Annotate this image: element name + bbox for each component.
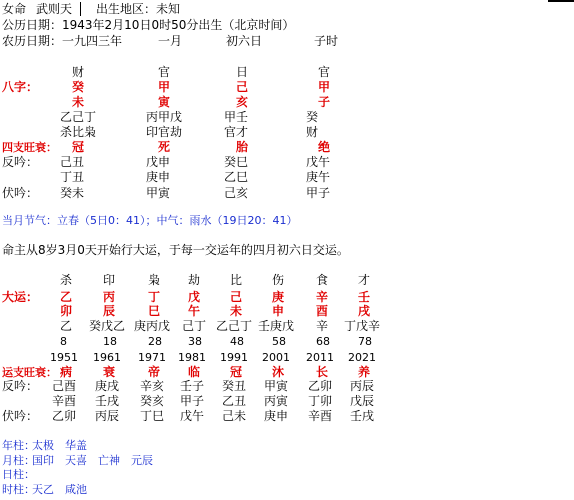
dayun-start-year: 1951 [50, 351, 78, 364]
shensha-value: 天乙 咸池 [32, 483, 87, 496]
dayun-fuyin: 壬戌 [350, 409, 375, 423]
dayun-deity: 劫 [188, 273, 201, 287]
bazi-fuyin: 甲寅 [146, 186, 171, 200]
dayun-deity: 才 [358, 273, 371, 287]
dayun-start-year: 1961 [93, 351, 121, 364]
bazi-fuyin: 癸未 [60, 186, 85, 200]
dayun-start-year: 1971 [138, 351, 166, 364]
dayun-hidden-stems: 庚丙戊 [134, 319, 171, 333]
dayun-hidden-stems: 辛 [316, 319, 329, 333]
dayun-start-age: 8 [60, 335, 67, 348]
bazi-phase: 死 [158, 140, 171, 154]
gender-label: 女命 [2, 2, 27, 16]
dayun-fanyin-1: 庚戌 [95, 379, 120, 393]
bazi-deity: 官 [318, 65, 331, 79]
bazi-stem: 甲 [318, 80, 331, 94]
dayun-stem: 辛 [316, 290, 329, 304]
dayun-branch: 午 [188, 304, 201, 318]
dayun-deity: 比 [230, 273, 243, 287]
dayun-fanyin-1: 乙卯 [308, 379, 333, 393]
dayun-hidden-stems: 乙 [60, 319, 73, 333]
dayun-phase: 衰 [103, 365, 116, 379]
dayun-phase: 沐 [272, 365, 285, 379]
dayun-phase: 养 [358, 365, 371, 379]
lunar-day: 初六日 [226, 34, 263, 48]
dayun-branch: 巳 [148, 304, 161, 318]
bazi-deity: 财 [72, 65, 85, 79]
shensha-label: 日柱： [2, 468, 35, 481]
bazi-fanyin-2: 丁丑 [60, 170, 85, 184]
bazi-fanyin-1: 戊午 [306, 155, 331, 169]
dayun-fanyin-label: 反吟： [2, 379, 39, 393]
dayun-fuyin-label: 伏吟： [2, 409, 39, 423]
dayun-hidden-stems: 己丁 [182, 319, 207, 333]
dayun-deity: 枭 [148, 273, 161, 287]
name-field[interactable]: 武则天 [36, 2, 73, 16]
dayun-fanyin-1: 辛亥 [140, 379, 165, 393]
shensha-label: 月柱： [2, 454, 35, 467]
bazi-deity: 官 [158, 65, 171, 79]
shensha-value: 国印 天喜 亡神 元辰 [32, 454, 153, 467]
dayun-start-year: 2011 [306, 351, 334, 364]
bazi-fuyin-label: 伏吟： [2, 186, 39, 200]
dayun-phase: 临 [188, 365, 201, 379]
bazi-hidden-deity: 官才 [224, 125, 249, 139]
bazi-phase: 绝 [318, 140, 331, 154]
dayun-fanyin-1: 壬子 [180, 379, 205, 393]
dayun-phase: 病 [60, 365, 73, 379]
dayun-start-age: 58 [272, 335, 286, 348]
dayun-branch: 未 [230, 304, 243, 318]
bazi-fanyin-1: 戊申 [146, 155, 171, 169]
bazi-fuyin: 甲子 [306, 186, 331, 200]
dayun-fanyin-2: 乙丑 [222, 394, 247, 408]
top-rule [548, 0, 574, 2]
dayun-start-age: 48 [230, 335, 244, 348]
dayun-start-age: 68 [316, 335, 330, 348]
dayun-hidden-stems: 丁戊辛 [344, 319, 381, 333]
bazi-fanyin-2: 庚申 [146, 170, 171, 184]
dayun-fanyin-2: 丁卯 [308, 394, 333, 408]
birthplace: 出生地区：未知 [96, 2, 181, 16]
dayun-fanyin-2: 戊辰 [350, 394, 375, 408]
dayun-fuyin: 乙卯 [52, 409, 77, 423]
bazi-hidden-deity: 印官劫 [146, 125, 183, 139]
bazi-hidden-stems: 乙己丁 [60, 110, 97, 124]
text-cursor [80, 2, 81, 16]
bazi-hidden-deity: 杀比枭 [60, 125, 97, 139]
bazi-branch: 未 [72, 95, 85, 109]
dayun-deity: 印 [103, 273, 116, 287]
dayun-stem: 壬 [358, 290, 371, 304]
dayun-intro: 命主从8岁3月0天开始行大运，于每一交运年的四月初六日交运。 [2, 243, 349, 257]
dayun-fuyin: 辛酉 [308, 409, 333, 423]
dayun-stem: 乙 [60, 290, 73, 304]
dayun-branch: 辰 [103, 304, 116, 318]
dayun-start-age: 18 [103, 335, 117, 348]
dayun-phase-label: 运支旺衰： [2, 366, 57, 379]
jieqi-line: 当月节气：立春（5日0：41）；中气：雨水（19日20：41） [2, 214, 298, 227]
dayun-fuyin: 己未 [222, 409, 247, 423]
dayun-start-age: 28 [148, 335, 162, 348]
bazi-phase: 冠 [72, 140, 85, 154]
bazi-stem: 癸 [72, 80, 85, 94]
bazi-stem: 己 [236, 80, 249, 94]
bazi-label: 八字： [2, 80, 39, 94]
bazi-phase-label: 四支旺衰： [2, 141, 57, 154]
bazi-fanyin-2: 庚午 [306, 170, 331, 184]
dayun-fuyin: 戊午 [180, 409, 205, 423]
dayun-start-year: 1981 [178, 351, 206, 364]
dayun-branch: 戌 [358, 304, 371, 318]
dayun-phase: 长 [316, 365, 329, 379]
dayun-phase: 冠 [230, 365, 243, 379]
bazi-hidden-stems: 丙甲戊 [146, 110, 183, 124]
bazi-hidden-stems: 甲壬 [224, 110, 249, 124]
dayun-branch: 卯 [60, 304, 73, 318]
dayun-start-age: 78 [358, 335, 372, 348]
dayun-stem: 己 [230, 290, 243, 304]
dayun-phase: 帝 [148, 365, 161, 379]
dayun-hidden-stems: 乙己丁 [216, 319, 253, 333]
bazi-fanyin-label: 反吟： [2, 155, 39, 169]
dayun-fanyin-1: 己酉 [52, 379, 77, 393]
dayun-deity: 食 [316, 273, 329, 287]
dayun-fanyin-1: 甲寅 [264, 379, 289, 393]
dayun-label: 大运： [2, 290, 39, 304]
dayun-fanyin-2: 丙寅 [264, 394, 289, 408]
dayun-fanyin-2: 辛酉 [52, 394, 77, 408]
dayun-fuyin: 丙辰 [95, 409, 120, 423]
shensha-label: 时柱： [2, 483, 35, 496]
dayun-branch: 酉 [316, 304, 329, 318]
shensha-value: 太极 华盖 [32, 439, 87, 452]
dayun-fanyin-2: 癸亥 [140, 394, 165, 408]
dayun-fuyin: 庚申 [264, 409, 289, 423]
bazi-fanyin-1: 己丑 [60, 155, 85, 169]
dayun-hidden-stems: 壬庚戊 [258, 319, 295, 333]
shensha-label: 年柱： [2, 439, 35, 452]
bazi-branch: 亥 [236, 95, 249, 109]
lunar-hour: 子时 [314, 34, 339, 48]
lunar-year: 一九四三年 [62, 34, 123, 48]
bazi-branch: 子 [318, 95, 331, 109]
bazi-branch: 寅 [158, 95, 171, 109]
dayun-start-year: 1991 [220, 351, 248, 364]
dayun-start-year: 2001 [262, 351, 290, 364]
dayun-stem: 丙 [103, 290, 116, 304]
dayun-start-year: 2021 [348, 351, 376, 364]
bazi-hidden-stems: 癸 [306, 110, 319, 124]
dayun-fanyin-2: 甲子 [180, 394, 205, 408]
dayun-deity: 杀 [60, 273, 73, 287]
bazi-fanyin-1: 癸巳 [224, 155, 249, 169]
dayun-start-age: 38 [188, 335, 202, 348]
solar-date-label: 公历日期： [2, 18, 63, 32]
dayun-deity: 伤 [272, 273, 285, 287]
dayun-stem: 戊 [188, 290, 201, 304]
bazi-stem: 甲 [158, 80, 171, 94]
dayun-fanyin-1: 丙辰 [350, 379, 375, 393]
dayun-stem: 丁 [148, 290, 161, 304]
lunar-month: 一月 [158, 34, 183, 48]
dayun-fuyin: 丁巳 [140, 409, 165, 423]
bazi-deity: 日 [236, 65, 249, 79]
dayun-hidden-stems: 癸戊乙 [89, 319, 126, 333]
solar-date-value: 1943年2月10日0时50分出生（北京时间） [62, 18, 295, 32]
bazi-hidden-deity: 财 [306, 125, 319, 139]
dayun-fanyin-2: 壬戌 [95, 394, 120, 408]
bazi-fuyin: 己亥 [224, 186, 249, 200]
dayun-branch: 申 [272, 304, 285, 318]
bazi-phase: 胎 [236, 140, 249, 154]
lunar-date-label: 农历日期： [2, 34, 63, 48]
dayun-fanyin-1: 癸丑 [222, 379, 247, 393]
dayun-stem: 庚 [272, 290, 285, 304]
bazi-fanyin-2: 乙巳 [224, 170, 249, 184]
